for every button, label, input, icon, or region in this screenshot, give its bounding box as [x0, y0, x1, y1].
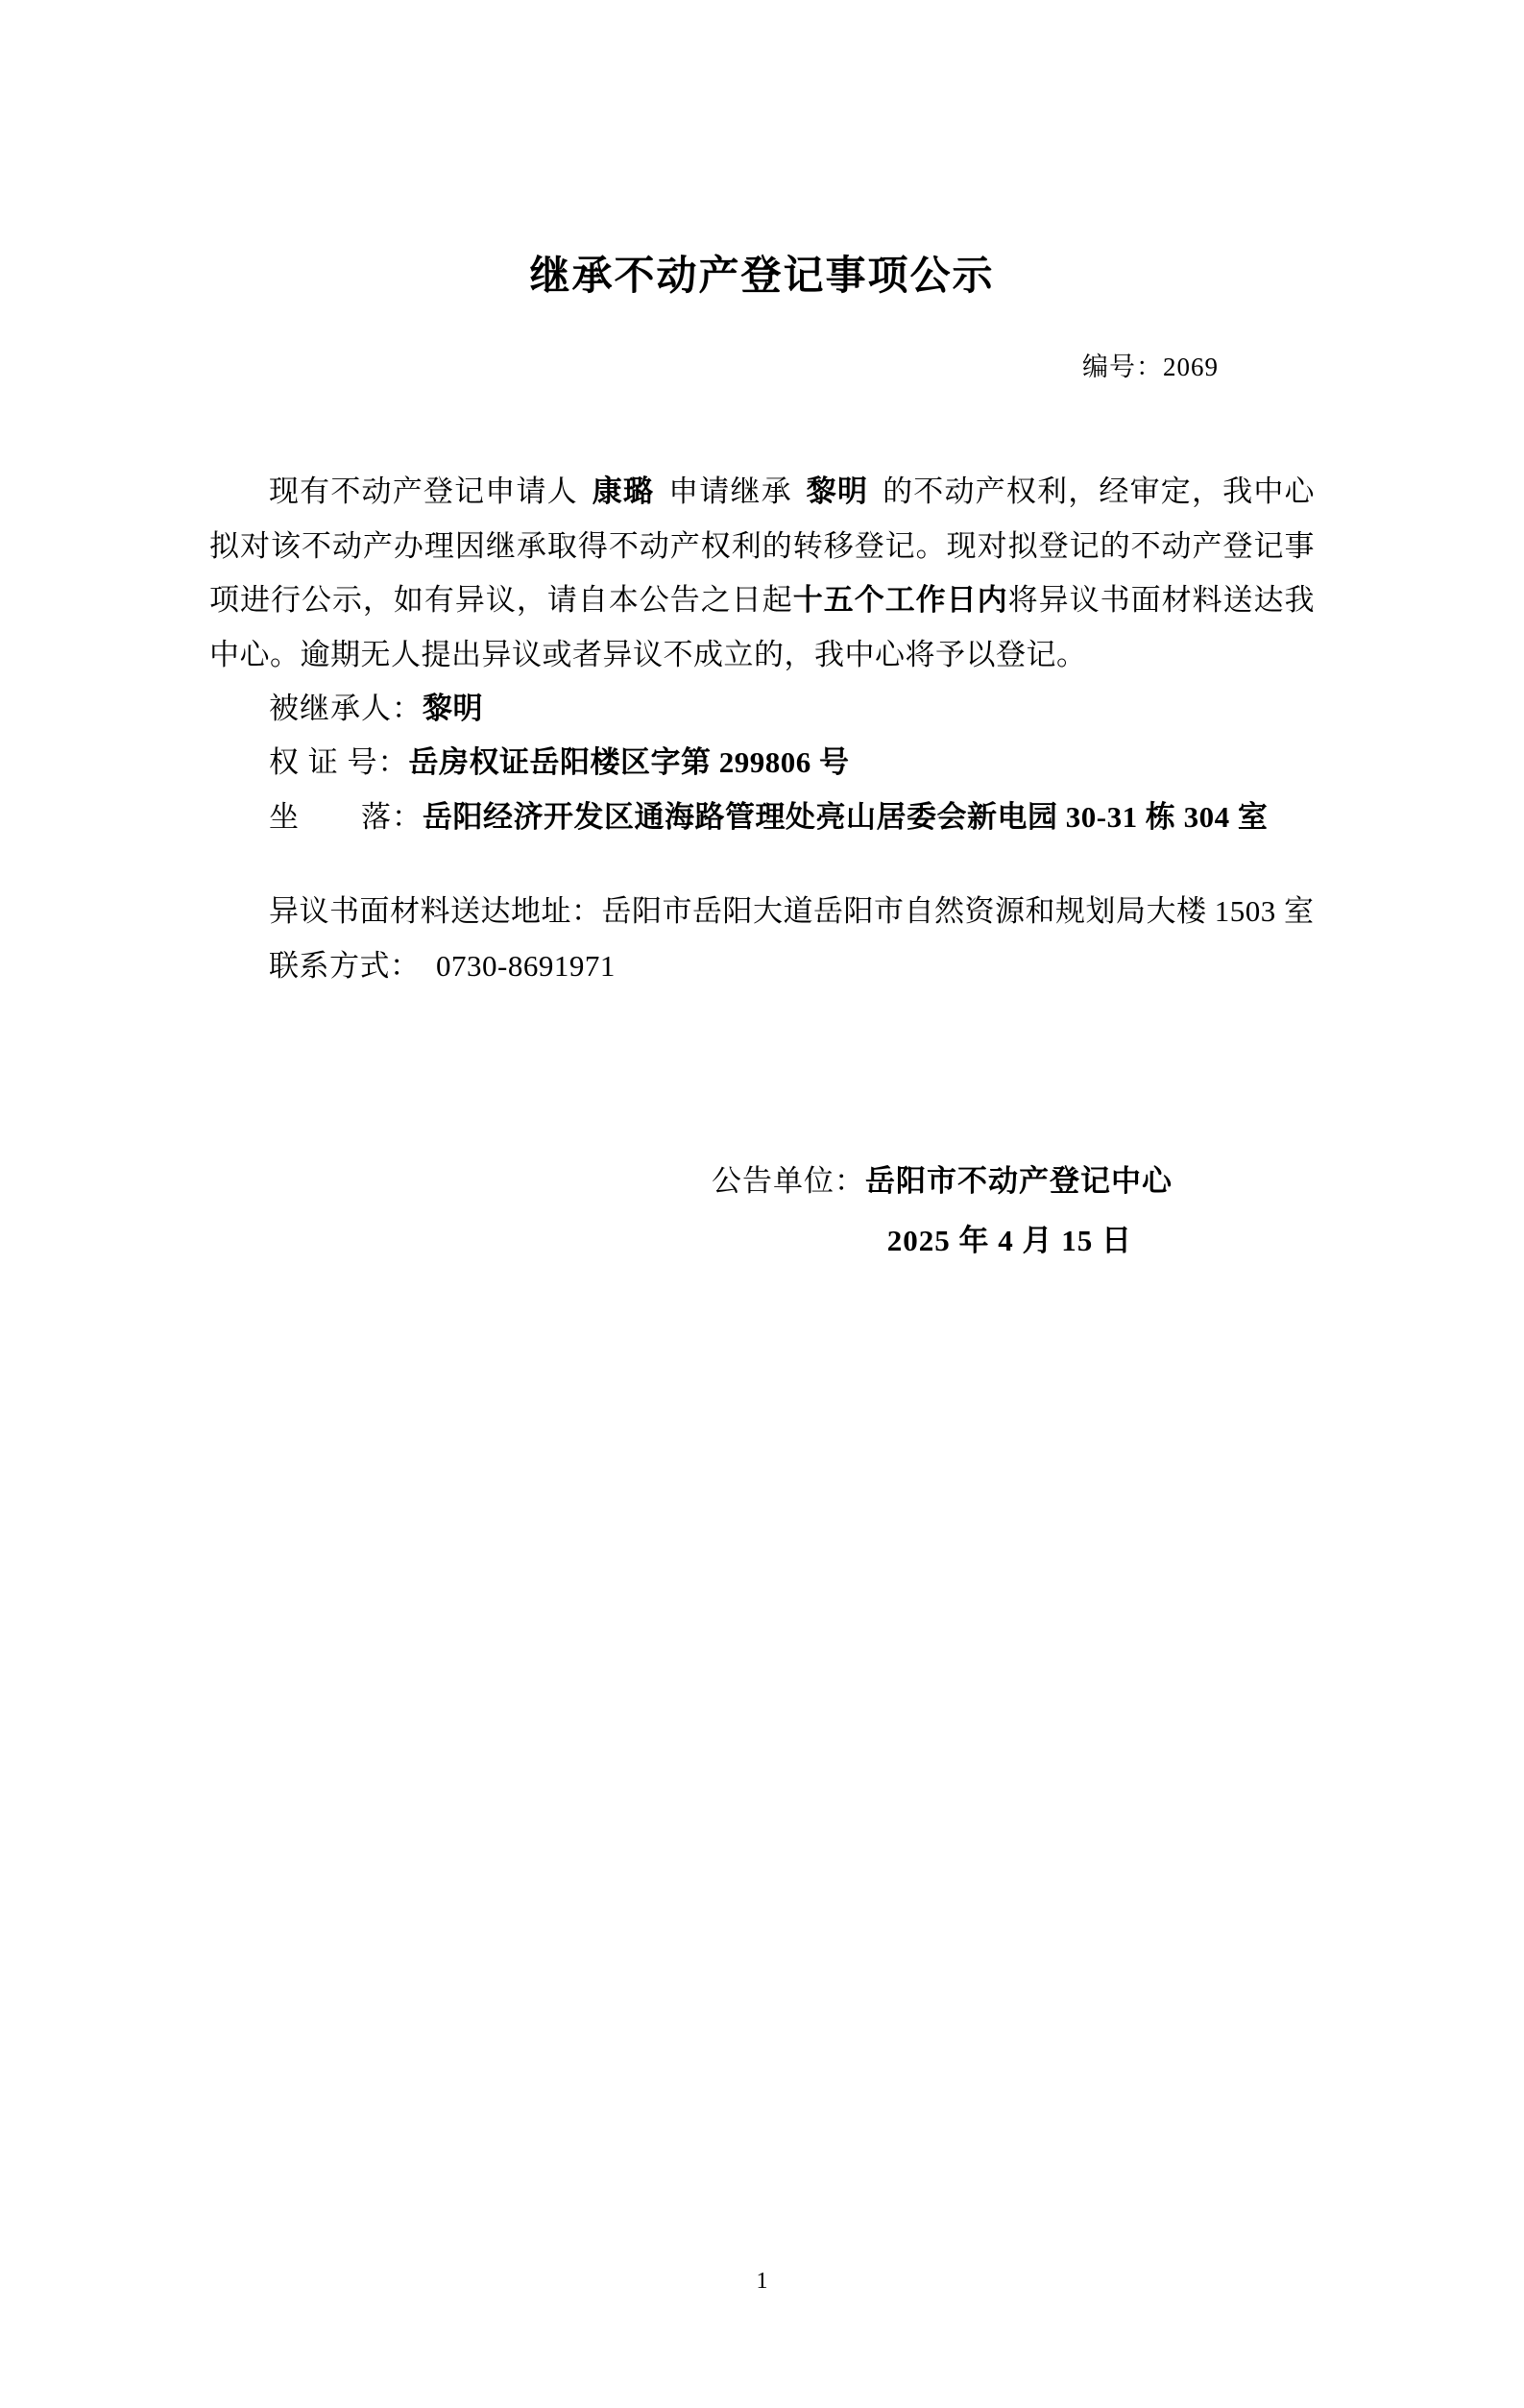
- page-title: 继承不动产登记事项公示: [529, 253, 995, 298]
- delivery-address-label: 异议书面材料送达地址：: [269, 894, 602, 929]
- contact-block: [209, 885, 1315, 993]
- document-number-label: 编号：: [1082, 353, 1163, 382]
- issue-date: 2025 年 4 月 15 日: [886, 1223, 1132, 1257]
- paragraph-segment-4: 将异议书面材料送达我中心。逾期无人提出异议或者异议不成立的，我中心将予以登记。: [209, 583, 1316, 671]
- delivery-address: [209, 885, 1315, 938]
- field-certificate: [209, 736, 1315, 790]
- decedent-name-inline: 黎明: [806, 474, 869, 509]
- paragraph-segment-2: 申请继承: [668, 474, 792, 509]
- document-number: [209, 346, 1315, 383]
- issuing-unit: [209, 1155, 1173, 1208]
- field-decedent: [209, 682, 1315, 736]
- field-location: [209, 791, 1315, 844]
- field-certificate-value: 岳房权证岳阳楼区字第 299806 号: [408, 745, 850, 780]
- field-certificate-label: 权 证 号：: [269, 745, 409, 780]
- contact-phone: [209, 939, 1315, 993]
- issuing-unit-label: 公告单位：: [712, 1164, 865, 1199]
- applicant-name: 康璐: [592, 474, 655, 509]
- paragraph-segment-3: 的不动产权利，经审定，我中心拟对该不动产办理因继承取得不动产权利的转移登记。现对拟登记的不动产登记事项进行公示，如有异议，请自本公告之日起: [209, 474, 1316, 618]
- contact-phone-value: 0730-8691971: [436, 948, 616, 983]
- delivery-address-value: 岳阳市岳阳大道岳阳市自然资源和规划局大楼 1503 室: [601, 894, 1315, 929]
- signature-block: [209, 1155, 1315, 1268]
- paragraph-segment-1: 现有不动产登记申请人: [269, 474, 578, 509]
- field-location-value: 岳阳经济开发区通海路管理处亮山居委会新电园 30-31 栋 304 室: [423, 799, 1269, 834]
- page-number: 1: [756, 2269, 768, 2294]
- document-page: [0, 252, 1524, 2408]
- field-decedent-value: 黎明: [423, 692, 483, 726]
- field-location-label: 坐 落：: [269, 799, 423, 834]
- main-paragraph: [209, 465, 1315, 682]
- document-number-value: 2069: [1163, 353, 1219, 382]
- spacer: [209, 844, 1315, 885]
- field-decedent-label: 被继承人：: [269, 692, 423, 726]
- issuing-unit-name: 岳阳市不动产登记中心: [865, 1164, 1173, 1199]
- paragraph-emphasis-deadline: 十五个工作日内: [792, 583, 1008, 618]
- contact-phone-label: 联系方式：: [269, 948, 421, 983]
- document-body: [209, 465, 1315, 993]
